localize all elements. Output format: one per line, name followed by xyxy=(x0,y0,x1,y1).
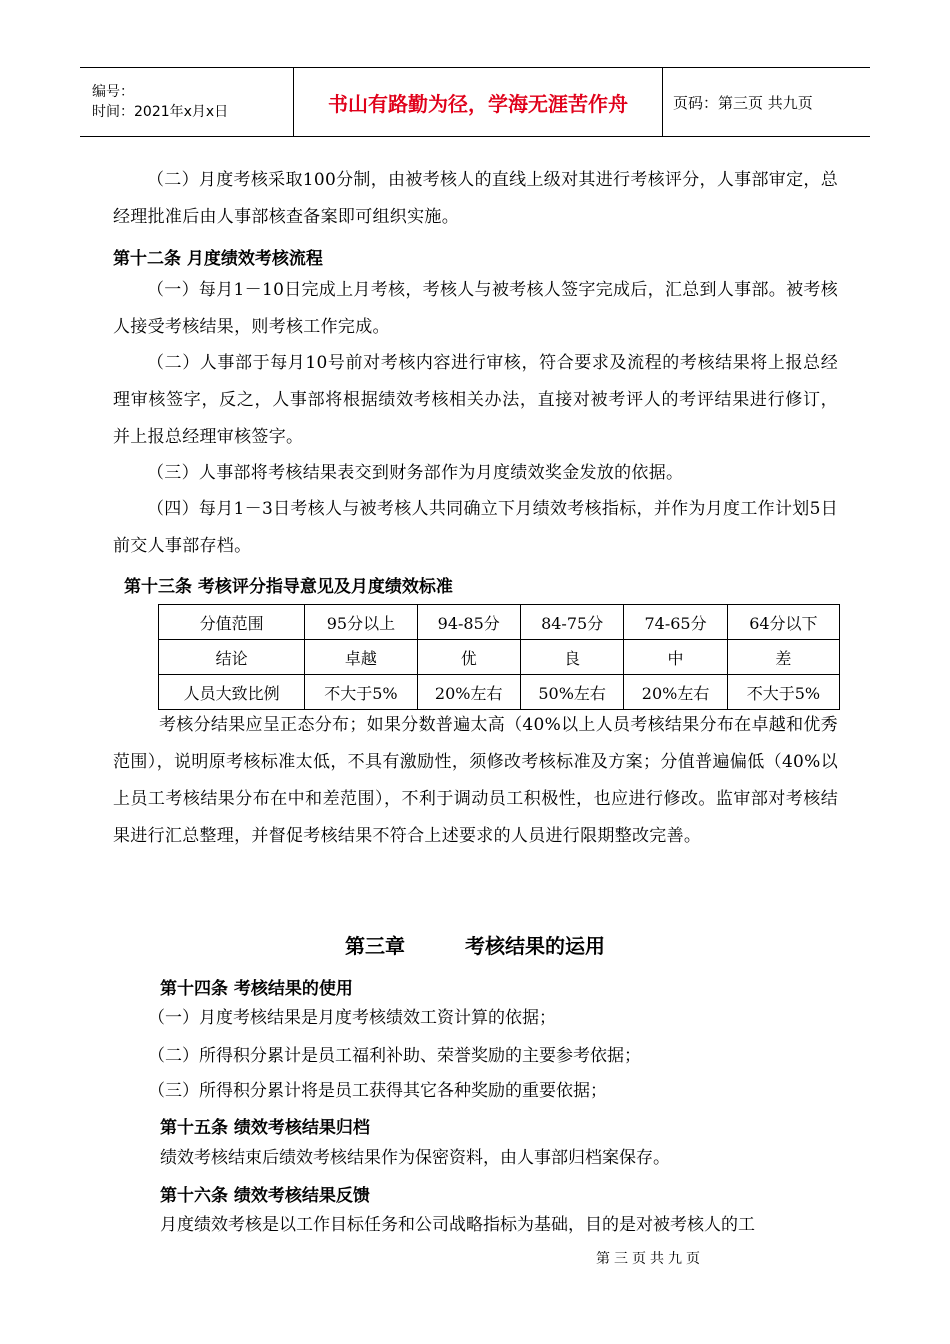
table-cell: 74-65分 xyxy=(624,605,727,640)
document-number-label: 编号： xyxy=(92,84,134,100)
article-14-heading: 第十四条 考核结果的使用 xyxy=(160,979,353,999)
article-16-text: 月度绩效考核是以工作目标任务和公司战略指标为基础，目的是对被考核人的工 xyxy=(160,1215,755,1235)
table-cell: 64分以下 xyxy=(727,605,839,640)
table-cell: 卓越 xyxy=(305,640,417,675)
article-16-heading: 第十六条 绩效考核结果反馈 xyxy=(160,1186,370,1206)
page-header xyxy=(80,67,870,137)
table-row xyxy=(159,675,840,710)
table-row xyxy=(159,605,840,640)
article-14-item-2: （二）所得积分累计是员工福利补助、荣誉奖励的主要参考依据； xyxy=(148,1046,641,1066)
article-12-item-1: （一）每月1－10日完成上月考核，考核人与被考核人签字完成后，汇总到人事部。被考核人接受考核结果，则考核工作完成。 xyxy=(113,280,838,337)
table-cell: 不大于5% xyxy=(727,675,839,710)
table-cell: 不大于5% xyxy=(305,675,417,710)
header-motto xyxy=(294,68,663,136)
article-15-text: 绩效考核结束后绩效考核结果作为保密资料，由人事部归档案保存。 xyxy=(160,1148,670,1168)
article-14-item-3: （三）所得积分累计将是员工获得其它各种奖励的重要依据； xyxy=(148,1081,607,1101)
table-cell: 优 xyxy=(417,640,520,675)
header-meta xyxy=(80,68,294,136)
table-cell: 人员大致比例 xyxy=(159,675,305,710)
grading-standard-table xyxy=(158,604,840,710)
table-cell: 95分以上 xyxy=(305,605,417,640)
table-cell: 94-85分 xyxy=(417,605,520,640)
table-row xyxy=(159,640,840,675)
table-cell: 分值范围 xyxy=(159,605,305,640)
chapter-number: 第三章 xyxy=(345,934,406,958)
motto-text: 书山有路勤为径，学海无涯苦作舟 xyxy=(328,91,628,116)
article-13-note: 考核分结果应呈正态分布；如果分数普遍太高（40%以上人员考核结果分布在卓越和优秀范围），说明原考核标准太低，不具有激励性，须修改考核标准及方案；分值普遍偏低（40%以上员工考核结果分布在中和差范围），不利于调动员工积极性，也应进行修改。监审部对考核结果进行汇总整理，并督促考核结果不符合上述要求的人员进行限期整改完善。 xyxy=(113,715,838,846)
table-cell: 结论 xyxy=(159,640,305,675)
document-date: 时间：2021年x月x日 xyxy=(92,104,229,120)
header-page-info xyxy=(663,68,870,136)
chapter-title: 考核结果的运用 xyxy=(464,934,605,958)
table-cell: 中 xyxy=(624,640,727,675)
article-14-item-1: （一）月度考核结果是月度考核绩效工资计算的依据； xyxy=(148,1008,556,1028)
table-cell: 20%左右 xyxy=(624,675,727,710)
page-footer: 第三页共九页 xyxy=(596,1251,704,1267)
table-cell: 50%左右 xyxy=(520,675,623,710)
article-15-heading: 第十五条 绩效考核结果归档 xyxy=(160,1118,370,1138)
article-13-heading: 第十三条 考核评分指导意见及月度绩效标准 xyxy=(124,577,453,597)
article-12-item-2: （二）人事部于每月10号前对考核内容进行审核，符合要求及流程的考核结果将上报总经理审核签字，反之，人事部将根据绩效考核相关办法，直接对被考评人的考评结果进行修订，并上报总经理审核签字。 xyxy=(113,353,838,447)
article-12-item-4: （四）每月1－3日考核人与被考核人共同确立下月绩效考核指标，并作为月度工作计划5日前交人事部存档。 xyxy=(113,499,838,556)
table-cell: 20%左右 xyxy=(417,675,520,710)
table-cell: 84-75分 xyxy=(520,605,623,640)
chapter-heading xyxy=(0,930,950,959)
page-number-label: 页码：第三页 共九页 xyxy=(673,93,813,112)
article-12-heading: 第十二条 月度绩效考核流程 xyxy=(113,249,323,269)
article-12-item-3: （三）人事部将考核结果表交到财务部作为月度绩效奖金发放的依据。 xyxy=(147,463,684,483)
table-cell: 差 xyxy=(727,640,839,675)
table-cell: 良 xyxy=(520,640,623,675)
paragraph-monthly-scoring: （二）月度考核采取100分制，由被考核人的直线上级对其进行考核评分，人事部审定，总经理批准后由人事部核查备案即可组织实施。 xyxy=(113,170,838,227)
